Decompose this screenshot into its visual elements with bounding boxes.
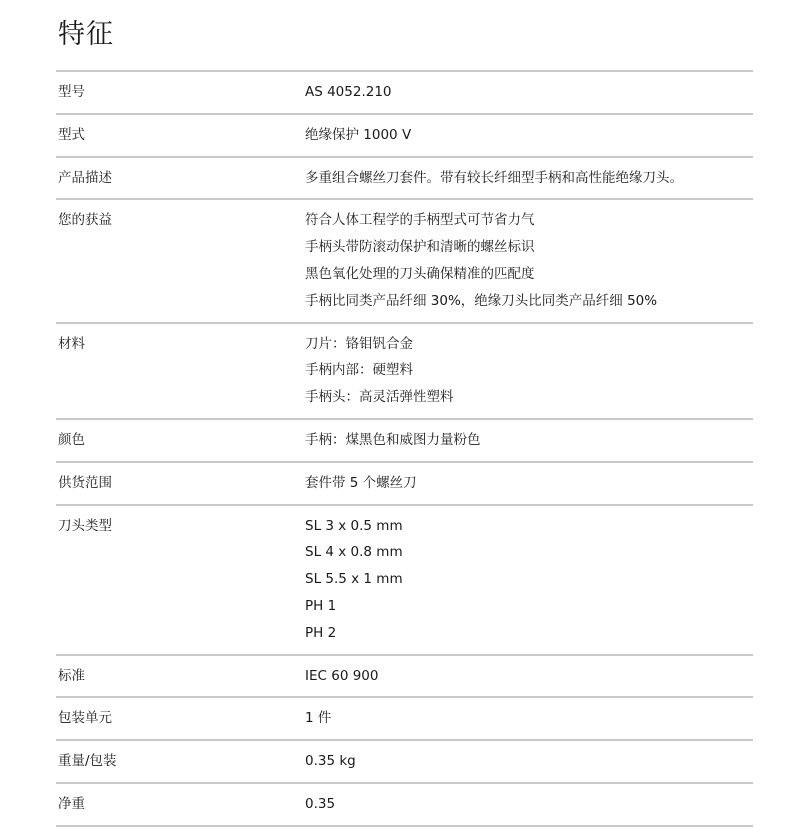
- spec-row: [56, 656, 753, 699]
- spec-value: 0.35 kg: [305, 753, 356, 770]
- spec-row: [56, 200, 753, 323]
- spec-value: SL 3 x 0.5 mm: [305, 517, 403, 534]
- spec-values: [305, 784, 753, 825]
- spec-values: [305, 420, 753, 461]
- page-title: 特征: [58, 19, 114, 50]
- spec-value: 1 件: [305, 710, 332, 727]
- spec-values: [305, 72, 753, 113]
- spec-values: [305, 463, 753, 504]
- spec-value: 绝缘保护 1000 V: [305, 126, 412, 143]
- spec-label: 您的获益: [58, 212, 112, 229]
- spec-label: 重量/包装: [58, 753, 117, 770]
- spec-value: PH 1: [305, 597, 337, 614]
- spec-value: 多重组合螺丝刀套件。带有较长纤细型手柄和高性能绝缘刀头。: [305, 169, 683, 186]
- spec-row: [56, 324, 753, 420]
- spec-label: 材料: [58, 335, 85, 352]
- spec-values: [305, 506, 753, 654]
- spec-label: 型式: [58, 126, 85, 143]
- spec-values: [305, 656, 753, 697]
- spec-value: PH 2: [305, 624, 337, 641]
- spec-values: [305, 158, 753, 199]
- spec-value: 0.35: [305, 795, 336, 812]
- spec-label: 型号: [58, 84, 85, 100]
- spec-row: [56, 158, 753, 201]
- spec-value: 手柄内部：硬塑料: [305, 362, 413, 379]
- spec-row: [56, 698, 753, 741]
- spec-label: 刀头类型: [58, 517, 112, 534]
- spec-value: AS 4052.210: [305, 84, 392, 100]
- spec-row: [56, 72, 753, 115]
- spec-value: 套件带 5 个螺丝刀: [305, 474, 417, 491]
- spec-label: 包装单元: [58, 710, 112, 727]
- spec-values: [305, 200, 753, 321]
- spec-row: [56, 784, 753, 827]
- spec-value: IEC 60 900: [305, 667, 379, 684]
- spec-label: 颜色: [58, 431, 85, 448]
- spec-label: 产品描述: [58, 169, 112, 186]
- spec-row: [56, 463, 753, 506]
- spec-value: 手柄：煤黑色和威图力量粉色: [305, 431, 481, 448]
- spec-label: 净重: [58, 795, 85, 812]
- spec-value: 黑色氧化处理的刀头确保精准的匹配度: [305, 265, 535, 282]
- spec-value: 符合人体工程学的手柄型式可节省力气: [305, 212, 535, 229]
- spec-value: 手柄比同类产品纤细 30%，绝缘刀头比同类产品纤细 50%: [305, 292, 658, 309]
- spec-value: SL 4 x 0.8 mm: [305, 544, 403, 561]
- spec-value: 手柄头：高灵活弹性塑料: [305, 389, 454, 406]
- spec-row: [56, 420, 753, 463]
- spec-label: 供货范围: [58, 474, 112, 491]
- spec-value: 手柄头带防滚动保护和清晰的螺丝标识: [305, 239, 535, 256]
- spec-values: [305, 324, 753, 418]
- spec-table: [56, 70, 753, 827]
- spec-values: [305, 115, 753, 156]
- spec-values: [305, 698, 753, 739]
- spec-row: [56, 115, 753, 158]
- spec-value: 刀片：铬钼钒合金: [305, 335, 413, 352]
- spec-value: SL 5.5 x 1 mm: [305, 571, 403, 588]
- spec-label: 标准: [58, 667, 85, 684]
- spec-row: [56, 741, 753, 784]
- spec-values: [305, 741, 753, 782]
- spec-row: [56, 506, 753, 656]
